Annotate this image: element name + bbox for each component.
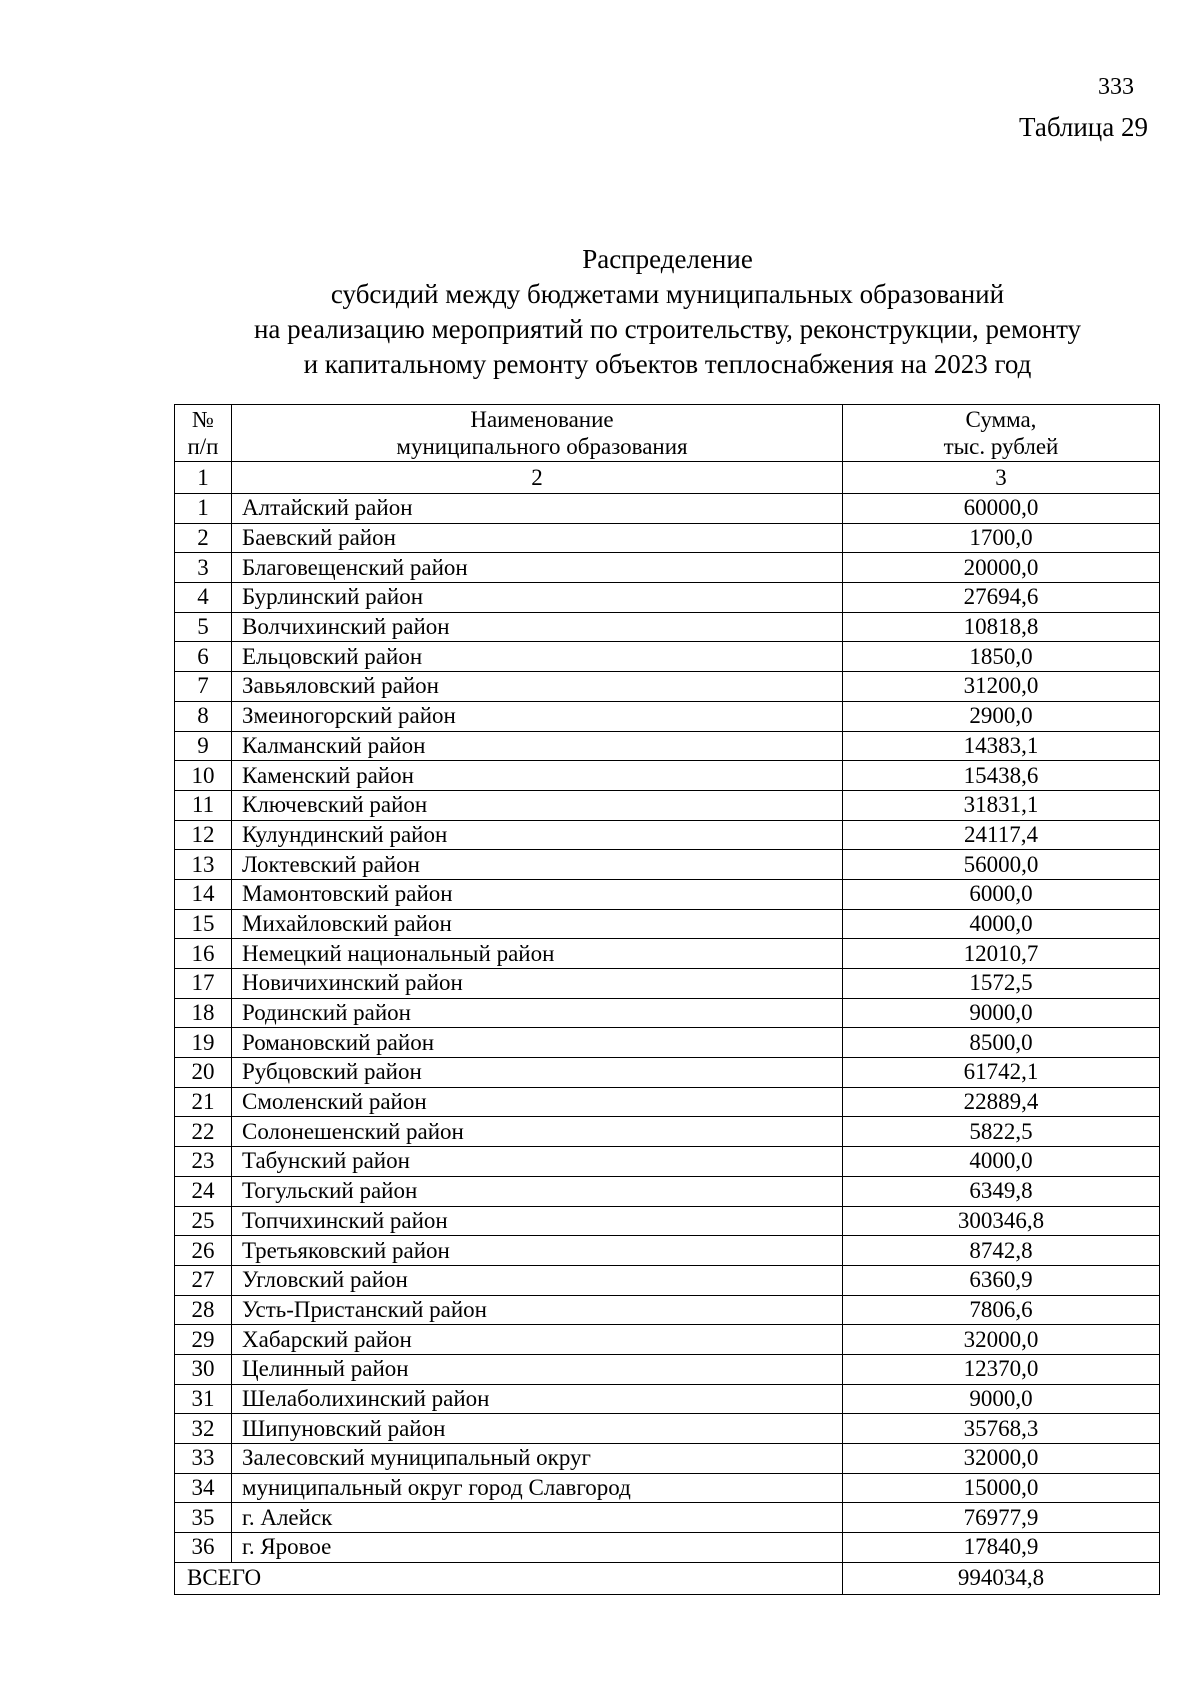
municipality-name-cell: Третьяковский район	[232, 1236, 843, 1266]
table-row	[175, 1325, 1160, 1355]
municipality-name-cell: Топчихинский район	[232, 1206, 843, 1236]
table-row	[175, 939, 1160, 969]
row-number-cell: 25	[175, 1206, 232, 1236]
amount-cell: 20000,0	[843, 553, 1160, 583]
title-line: и капитальному ремонту объектов теплоснабжения на 2023 год	[303, 349, 1032, 379]
municipality-name-cell: г. Алейск	[232, 1503, 843, 1533]
municipality-name-cell: Змеиногорский район	[232, 701, 843, 731]
municipality-name-cell: Романовский район	[232, 1028, 843, 1058]
amount-cell: 8500,0	[843, 1028, 1160, 1058]
municipality-name-cell: г. Яровое	[232, 1533, 843, 1563]
table-row	[175, 909, 1160, 939]
table-row	[175, 1473, 1160, 1503]
amount-cell: 31831,1	[843, 790, 1160, 820]
row-number-cell: 34	[175, 1473, 232, 1503]
municipality-name-cell: Ельцовский район	[232, 642, 843, 672]
header-name	[232, 405, 843, 462]
row-number-cell: 19	[175, 1028, 232, 1058]
amount-cell: 32000,0	[843, 1325, 1160, 1355]
amount-cell: 27694,6	[843, 583, 1160, 613]
municipality-name-cell: Шипуновский район	[232, 1414, 843, 1444]
amount-cell: 60000,0	[843, 494, 1160, 524]
row-number-cell: 5	[175, 612, 232, 642]
amount-cell: 1572,5	[843, 969, 1160, 999]
municipality-name-cell: Локтевский район	[232, 850, 843, 880]
amount-cell: 4000,0	[843, 1147, 1160, 1177]
municipality-name-cell: Волчихинский район	[232, 612, 843, 642]
row-number-cell: 15	[175, 909, 232, 939]
header-sum-line1: Сумма,	[965, 407, 1037, 432]
municipality-name-cell: Новичихинский район	[232, 969, 843, 999]
table-row	[175, 1176, 1160, 1206]
amount-cell: 6360,9	[843, 1265, 1160, 1295]
row-number-cell: 21	[175, 1087, 232, 1117]
table-row	[175, 850, 1160, 880]
table-row	[175, 1354, 1160, 1384]
index-cell: 1	[175, 462, 232, 494]
municipality-name-cell: Шелаболихинский район	[232, 1384, 843, 1414]
table-row	[175, 1028, 1160, 1058]
amount-cell: 14383,1	[843, 731, 1160, 761]
municipality-name-cell: Хабарский район	[232, 1325, 843, 1355]
table-row	[175, 553, 1160, 583]
table-row	[175, 612, 1160, 642]
municipality-name-cell: Родинский район	[232, 998, 843, 1028]
municipality-name-cell: Благовещенский район	[232, 553, 843, 583]
table-row	[175, 1295, 1160, 1325]
total-sum: 994034,8	[843, 1562, 1160, 1594]
row-number-cell: 35	[175, 1503, 232, 1533]
table-row	[175, 1533, 1160, 1563]
table-row	[175, 701, 1160, 731]
amount-cell: 35768,3	[843, 1414, 1160, 1444]
amount-cell: 5822,5	[843, 1117, 1160, 1147]
column-index-row	[175, 462, 1160, 494]
table-row	[175, 1265, 1160, 1295]
municipality-name-cell: Усть-Пристанский район	[232, 1295, 843, 1325]
municipality-name-cell: Алтайский район	[232, 494, 843, 524]
municipality-name-cell: Залесовский муниципальный округ	[232, 1444, 843, 1474]
amount-cell: 56000,0	[843, 850, 1160, 880]
table-row	[175, 1444, 1160, 1474]
table-row	[175, 1058, 1160, 1088]
municipality-name-cell: Баевский район	[232, 523, 843, 553]
municipality-name-cell: Кулундинский район	[232, 820, 843, 850]
row-number-cell: 6	[175, 642, 232, 672]
amount-cell: 1850,0	[843, 642, 1160, 672]
header-sum	[843, 405, 1160, 462]
amount-cell: 6000,0	[843, 879, 1160, 909]
row-number-cell: 18	[175, 998, 232, 1028]
index-cell: 2	[232, 462, 843, 494]
table-row	[175, 1087, 1160, 1117]
amount-cell: 4000,0	[843, 909, 1160, 939]
amount-cell: 10818,8	[843, 612, 1160, 642]
row-number-cell: 29	[175, 1325, 232, 1355]
municipality-name-cell: Бурлинский район	[232, 583, 843, 613]
header-num-line1: №	[192, 407, 214, 432]
row-number-cell: 26	[175, 1236, 232, 1266]
header-row	[175, 405, 1160, 462]
table-row	[175, 1117, 1160, 1147]
amount-cell: 2900,0	[843, 701, 1160, 731]
row-number-cell: 31	[175, 1384, 232, 1414]
amount-cell: 32000,0	[843, 1444, 1160, 1474]
table-row	[175, 583, 1160, 613]
title-line: субсидий между бюджетами муниципальных образований	[330, 279, 1005, 309]
municipality-name-cell: Тогульский район	[232, 1176, 843, 1206]
amount-cell: 31200,0	[843, 672, 1160, 702]
municipality-name-cell: Солонешенский район	[232, 1117, 843, 1147]
amount-cell: 9000,0	[843, 1384, 1160, 1414]
row-number-cell: 9	[175, 731, 232, 761]
distribution-table	[174, 404, 1160, 1595]
table-row	[175, 642, 1160, 672]
table-label: Таблица 29	[1019, 112, 1148, 142]
header-name-line2: муниципального образования	[396, 434, 688, 459]
header-num	[175, 405, 232, 462]
row-number-cell: 3	[175, 553, 232, 583]
amount-cell: 1700,0	[843, 523, 1160, 553]
table-row	[175, 998, 1160, 1028]
municipality-name-cell: Ключевский район	[232, 790, 843, 820]
row-number-cell: 10	[175, 761, 232, 791]
table-row	[175, 1414, 1160, 1444]
table-row	[175, 761, 1160, 791]
index-cell: 3	[843, 462, 1160, 494]
total-label: ВСЕГО	[175, 1562, 843, 1594]
row-number-cell: 17	[175, 969, 232, 999]
municipality-name-cell: Калманский район	[232, 731, 843, 761]
table-row	[175, 1384, 1160, 1414]
amount-cell: 9000,0	[843, 998, 1160, 1028]
title-line: на реализацию мероприятий по строительству, реконструкции, ремонту	[253, 314, 1082, 344]
amount-cell: 8742,8	[843, 1236, 1160, 1266]
row-number-cell: 23	[175, 1147, 232, 1177]
amount-cell: 76977,9	[843, 1503, 1160, 1533]
amount-cell: 22889,4	[843, 1087, 1160, 1117]
municipality-name-cell: Угловский район	[232, 1265, 843, 1295]
row-number-cell: 20	[175, 1058, 232, 1088]
amount-cell: 7806,6	[843, 1295, 1160, 1325]
municipality-name-cell: Рубцовский район	[232, 1058, 843, 1088]
header-num-line2: п/п	[187, 434, 219, 459]
row-number-cell: 2	[175, 523, 232, 553]
municipality-name-cell: Целинный район	[232, 1354, 843, 1384]
amount-cell: 12370,0	[843, 1354, 1160, 1384]
row-number-cell: 27	[175, 1265, 232, 1295]
municipality-name-cell: муниципальный округ город Славгород	[232, 1473, 843, 1503]
document-title	[0, 242, 1200, 382]
amount-cell: 61742,1	[843, 1058, 1160, 1088]
total-row	[175, 1562, 1160, 1594]
header-sum-line2: тыс. рублей	[943, 434, 1059, 459]
header-name-line1: Наименование	[470, 407, 614, 432]
table-row	[175, 672, 1160, 702]
municipality-name-cell: Завьяловский район	[232, 672, 843, 702]
table-row	[175, 494, 1160, 524]
amount-cell: 300346,8	[843, 1206, 1160, 1236]
row-number-cell: 32	[175, 1414, 232, 1444]
municipality-name-cell: Смоленский район	[232, 1087, 843, 1117]
row-number-cell: 8	[175, 701, 232, 731]
row-number-cell: 24	[175, 1176, 232, 1206]
municipality-name-cell: Каменский район	[232, 761, 843, 791]
row-number-cell: 33	[175, 1444, 232, 1474]
table-row	[175, 523, 1160, 553]
amount-cell: 17840,9	[843, 1533, 1160, 1563]
amount-cell: 15000,0	[843, 1473, 1160, 1503]
municipality-name-cell: Михайловский район	[232, 909, 843, 939]
row-number-cell: 4	[175, 583, 232, 613]
table-row	[175, 969, 1160, 999]
row-number-cell: 13	[175, 850, 232, 880]
amount-cell: 24117,4	[843, 820, 1160, 850]
table-row	[175, 820, 1160, 850]
amount-cell: 15438,6	[843, 761, 1160, 791]
title-line: Распределение	[582, 244, 753, 274]
table-row	[175, 790, 1160, 820]
row-number-cell: 36	[175, 1533, 232, 1563]
row-number-cell: 16	[175, 939, 232, 969]
table-row	[175, 1503, 1160, 1533]
row-number-cell: 12	[175, 820, 232, 850]
page-number: 333	[1098, 74, 1134, 100]
municipality-name-cell: Табунский район	[232, 1147, 843, 1177]
row-number-cell: 1	[175, 494, 232, 524]
row-number-cell: 11	[175, 790, 232, 820]
row-number-cell: 28	[175, 1295, 232, 1325]
table-row	[175, 879, 1160, 909]
amount-cell: 6349,8	[843, 1176, 1160, 1206]
table-row	[175, 1236, 1160, 1266]
municipality-name-cell: Немецкий национальный район	[232, 939, 843, 969]
table-row	[175, 1206, 1160, 1236]
table-row	[175, 731, 1160, 761]
row-number-cell: 14	[175, 879, 232, 909]
row-number-cell: 30	[175, 1354, 232, 1384]
row-number-cell: 7	[175, 672, 232, 702]
row-number-cell: 22	[175, 1117, 232, 1147]
table-row	[175, 1147, 1160, 1177]
amount-cell: 12010,7	[843, 939, 1160, 969]
municipality-name-cell: Мамонтовский район	[232, 879, 843, 909]
